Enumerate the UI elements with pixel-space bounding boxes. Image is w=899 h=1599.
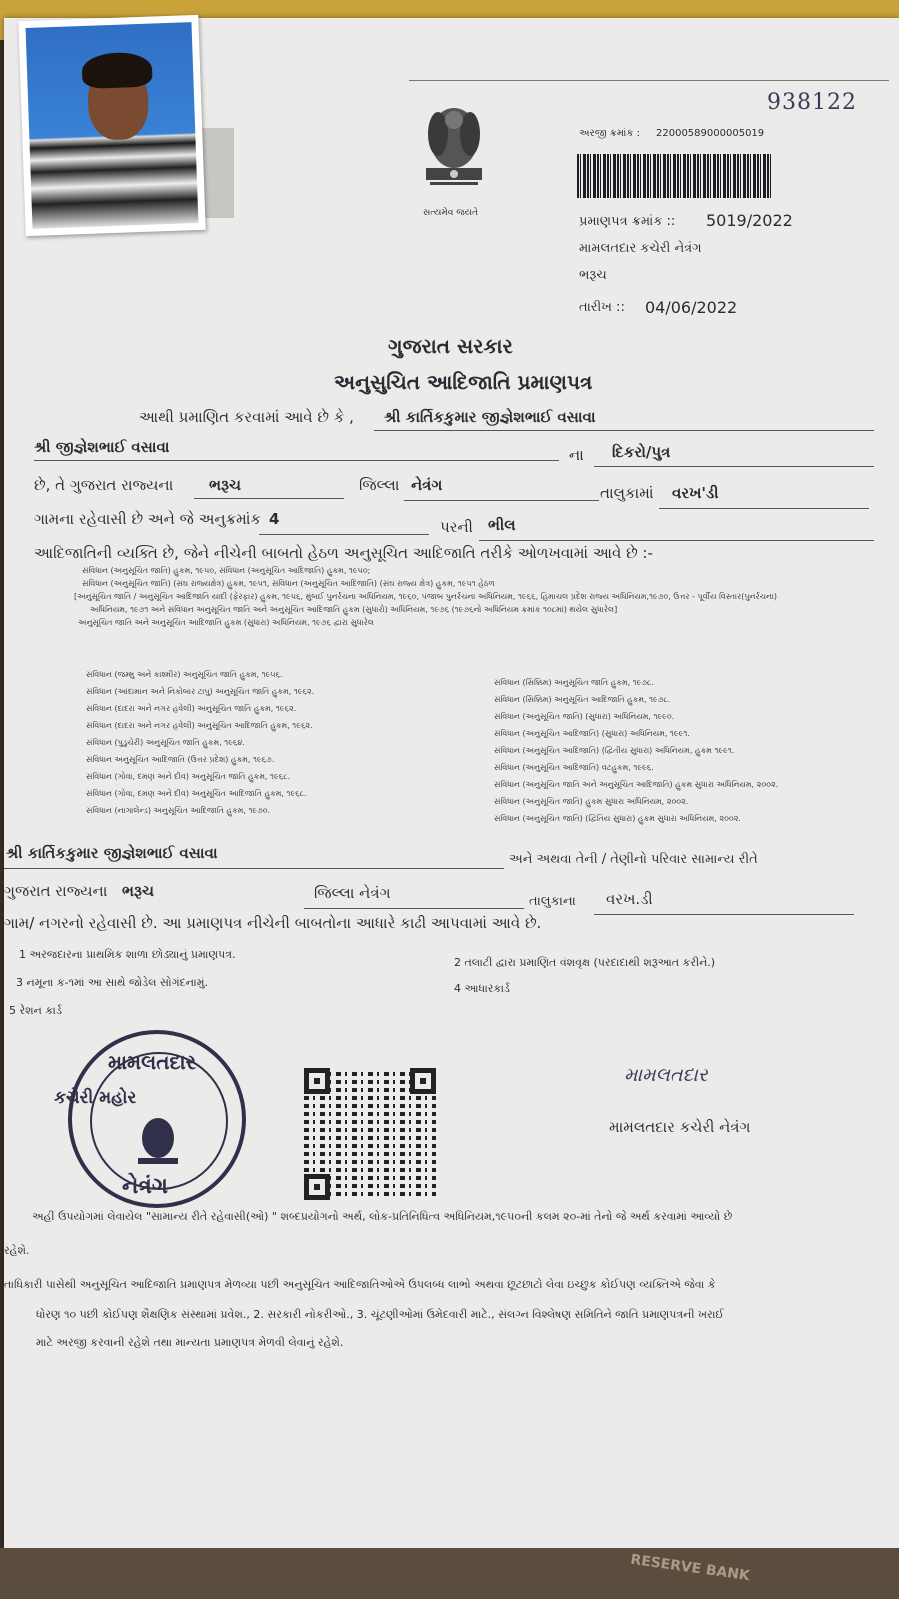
handwritten-number: 938122 [767, 90, 857, 115]
orders-top-list [74, 566, 882, 628]
reserve-bank-text: RESERVE BANK [629, 1551, 751, 1585]
application-no: 22000589000005019 [656, 128, 765, 139]
family-text: અને અથવા તેની / તેણીનો પરિવાર સામાન્ય રીતે [509, 852, 758, 867]
footer-note1-line1: અહીં ઉપયોગમાં લેવાયેલ "સામાન્ય રીતે રહેવાસી(ઓ) " શબ્દપ્રયોગનો અર્થ, લોક-પ્રતિનિધિત્વ અધિનિયમ,૧૯૫૦ની કલમ ૨૦-માં તેનો જે અર્થ કરવામાં આવ્યો છે [32, 1210, 733, 1223]
taluka-value: નેત્રંગ [411, 476, 443, 494]
document-item: 4 આધારકાર્ડ [454, 982, 510, 995]
order-line: સંવિધાન (આંદામાન અને નિકોબાર ટાપુ) અનુસૂચિત જાતિ હુકમ, ૧૯૬૨. [86, 687, 315, 696]
holder-name: શ્રી કાર્તિકકુમાર જીજ્ઞેશભાઈ વસાવા [384, 408, 596, 426]
seal-middle-text: કચેરી મહોર [54, 1088, 137, 1108]
issue-date: 04/06/2022 [645, 298, 738, 317]
office-district: ભરૂચ [579, 268, 607, 283]
footer-note2-line2: ધોરણ ૧૦ પછી કોઈપણ શૈક્ષણિક સંસ્થામાં પ્રવેશ., 2. સરકારી નોકરીઓ., 3. ચૂંટણીઓમાં ઉમેદવારી માટે., સંલગ્ન વિશ્લેષણ સમિતિને જાતિ પ્રમાણપત્રની ખરાઈ [36, 1308, 724, 1321]
order-line: સંવિધાન (અનુસૂચિત જાતિ) હુકમ સુધારા અધિનિયમ, ૨૦૦૨. [494, 797, 689, 806]
applicant-photo [18, 15, 205, 236]
residence-taluka-label: તાલુકાના [529, 894, 576, 909]
residence-district-taluka: જિલ્લા નેત્રંગ [314, 884, 391, 902]
orders-left-list [86, 670, 486, 816]
date-label: તારીખ :: [579, 300, 625, 315]
barcode [577, 154, 772, 198]
ashoka-emblem-icon [416, 98, 492, 208]
residence-name: શ્રી કાર્તિકકુમાર જીજ્ઞેશભાઈ વસાવા [6, 844, 218, 862]
intro-text: આથી પ્રમાણિત કરવામાં આવે છે કે , [139, 408, 354, 426]
order-line: સંવિધાન (અનુસૂચિત આદિજાતિ) વટહુકમ, ૧૯૯૬. [494, 763, 654, 772]
order-line: સંવિધાન (પુડુચેરી) અનુસૂચિત જાતિ હુકમ, ૧૯૬૪. [86, 738, 245, 747]
signature-designation: મામલતદાર કચેરી નેત્રંગ [609, 1118, 751, 1136]
order-line: સંવિધાન (દાદરા અને નગર હવેલી) અનુસૂચિત જાતિ હુકમ, ૧૯૬૨. [86, 704, 297, 713]
application-no-label: અરજી ક્રમાંક : [579, 128, 640, 139]
serial-no: 4 [269, 510, 280, 528]
document-item: 2 તલાટી દ્વારા પ્રમાણિત વંશવૃક્ષ (પરદાદાથી શરૂઆત કરીને.) [454, 956, 716, 969]
seal-top-text: મામલતદાર [108, 1050, 196, 1074]
order-line: સંવિધાન (અનુસૂચિત જાતિ અને અનુસૂચિત આદિજાતિ) હુકમ સુધારા અધિનિયમ, ૨૦૦૨. [494, 780, 779, 789]
tribe-label: પરની [440, 518, 473, 536]
father-name: શ્રી જીજ્ઞેશભાઈ વસાવા [34, 438, 170, 456]
header-rule [409, 80, 889, 81]
order-line: સંવિધાન (દાદરા અને નગર હવેલી) અનુસૂચિત આદિજાતિ હુકમ, ૧૯૬૨. [86, 721, 313, 730]
order-line: સંવિધાન (સિક્કિમ) અનુસૂચિત આદિજાતિ હુકમ, ૧૯૭૮. [494, 695, 671, 704]
order-line: સંવિધાન (અનુસૂચિત જાતિ) હુકમ, ૧૯૫૦, સંવિધાન (અનુસૂચિત આદિજાતિ) હુકમ, ૧૯૫૦; [82, 566, 371, 575]
orders-right-list [494, 678, 894, 824]
na-label: ના [569, 446, 584, 464]
emblem-caption: સત્યમેવ જયતે [423, 208, 479, 218]
taluka-label: તાલુકામાં [600, 484, 654, 502]
district-value: ભરૂચ [209, 476, 241, 494]
relation: દિકરો/પુત્ર [612, 443, 671, 461]
order-line: સંવિધાન (અનુસૂચિત આદિજાતિ) (સુધારા) અધિનિયમ, ૧૯૯૧. [494, 729, 690, 738]
tribe-sentence: આદિજાતિની વ્યક્તિ છે, જેને નીચેની બાબતો હેઠળ અનુસૂચિત આદિજાતિ તરીકે ઓળખવામાં આવે છે :- [34, 544, 653, 562]
seal-bottom-text: નેત્રંગ [122, 1174, 168, 1199]
cert-no-label: પ્રમાણપત્ર ક્રમાંક :: [579, 214, 676, 229]
footer-note2-line1: તાધિકારી પાસેથી અનુસૂચિત આદિજાતિ પ્રમાણપત્ર મેળવ્યા પછી અનુસૂચિત આદિજાતિઓએ ઉપલબ્ધ લાભો અથવા છૂટછાટો લેવા ઇચ્છુક કોઈપણ વ્યક્તિએ જેવા કે [4, 1278, 716, 1291]
residence-village: વરખ.ડી [606, 890, 653, 908]
office-seal [54, 1030, 246, 1208]
footer-note2-line3: માટે અરજી કરવાની રહેશે તથા માન્યતા પ્રમાણપત્ર મેળવી લેવાનું રહેશે. [36, 1336, 344, 1349]
order-line: સંવિધાન (ગોવા, દમણ અને દીવ) અનુસૂચિત આદિજાતિ હુકમ, ૧૯૬૮. [86, 789, 307, 798]
document-item: 5 રેશન કાર્ડ [9, 1004, 62, 1017]
footer-note1-line2: રહેશે. [4, 1244, 30, 1257]
order-line: સંવિધાન (અનુસૂચિત જાતિ) (દ્વિતિય સુધારા) હુકમ સુધારા અધિનિયમ, ૨૦૦૨. [494, 814, 741, 823]
village-value: વરખ'ડી [672, 484, 719, 502]
seal-emblem-icon [130, 1114, 186, 1170]
order-line: સંવિધાન (અનુસૂચિત જાતિ) (સંઘ રાજ્યક્ષેત્ર) હુકમ, ૧૯૫૧, સંવિધાન (અનુસૂચિત આદિજાતિ) (સંઘ રાજ્ય ક્ષેત્ર) હુકમ, ૧૯૫૧ હેઠળ [82, 579, 495, 588]
order-line: સંવિધાન (અનુસૂચિત જાતિ) (સુધારા) અધિનિયમ, ૧૯૯૦. [494, 712, 675, 721]
order-line: સંવિધાન (નાગાલેન્ડ) અનુસૂચિત આદિજાતિ હુકમ, ૧૯૭૦. [86, 806, 271, 815]
order-line: સંવિધાન (સિક્કિમ) અનુસૂચિત જાતિ હુકમ, ૧૯૭૮. [494, 678, 654, 687]
order-line: સંવિધાન (જમ્મુ અને કાશ્મીર) અનુસૂચિત જાતિ હુકમ, ૧૯૫૬. [86, 670, 283, 679]
order-line: સંવિધાન (ગોવા, દમણ અને દીવ) અનુસૂચિત જાતિ હુકમ, ૧૯૬૮. [86, 772, 291, 781]
residence-state-label: ગુજરાત રાજ્યના [4, 882, 108, 900]
office-name: મામલતદાર કચેરી નેત્રંગ [579, 241, 702, 256]
order-line: સંવિધાન (અનુસૂચિત આદિજાતિ) (દ્વિતીય સુધારા) અધિનિયમ, હુકમ ૧૯૯૧. [494, 746, 735, 755]
cert-no: 5019/2022 [706, 211, 793, 230]
background-bottom-strip [0, 1548, 899, 1599]
tribe-value: ભીલ [488, 516, 516, 534]
district-label: જિલ્લા [359, 476, 400, 494]
basis-text: ગામ/ નગરનો રહેવાસી છે. આ પ્રમાણપત્ર નીચેની બાબતોના આધારે કાઢી આપવામાં આવે છે. [4, 914, 542, 932]
residence-district: ભરૂચ [122, 882, 154, 900]
qr-code [304, 1068, 436, 1200]
certificate-paper [4, 18, 899, 1553]
government-title: ગુજરાત સરકાર [388, 334, 513, 358]
resident-label: ગામના રહેવાસી છે અને જે અનુક્રમાંક [34, 510, 262, 528]
certificate-title: અનુસુચિત આદિજાતિ પ્રમાણપત્ર [334, 370, 593, 394]
state-label: છે, તે ગુજરાત રાજ્યના [34, 476, 174, 494]
document-item: 3 નમૂના ક-૧માં આ સાથે જોડેલ સોગંદનામું. [16, 976, 208, 989]
order-line: અધિનિયમ, ૧૯૭૧ અને સંવિધાન અનુસૂચિત જાતિ અને અનુસૂચિત આદિજાતિ હુકમ (સુધારો) અધિનિયમ, ૧૯૭૬ (૧૯૭૬નો અધિનિયમ ક્રમાંક ૧૦૮માં) થયેલ સુધારેલ] [90, 605, 618, 614]
order-line: અનુસૂચિત જાતિ અને અનુસૂચિત આદિજાતિ હુકમ (સુધારા) અધિનિયમ, ૧૯૭૬ દ્વારા સુધારેલ [78, 618, 374, 627]
document-item: 1 અરજદારના પ્રાથમિક શાળા છોડ્યાનું પ્રમાણપત્ર. [19, 948, 236, 961]
order-line: [અનુસૂચિત જાતિ / અનુસૂચિત આદિજાતિ યાદી (ફેરફાર) હુકમ, ૧૯૫૬, મુંબઈ પુનર્રચના અધિનિયમ, ૧૯૬૦, પંજાબ પુનર્રચના અધિનિયમ, ૧૯૬૬, હિમાચલ પ્રદેશ રાજ્ય અધિનિયમ,૧૯૭૦, ઉત્તર - પૂર્વીય વિસ્તાર(પુનર્રચના) [74, 592, 778, 601]
order-line: સંવિધાન અનુસૂચિત આદિજાતિ (ઉત્તર પ્રદેશ) હુકમ, ૧૯૬૭. [86, 755, 275, 764]
signature-handwriting: મામલતદાર [624, 1064, 708, 1086]
